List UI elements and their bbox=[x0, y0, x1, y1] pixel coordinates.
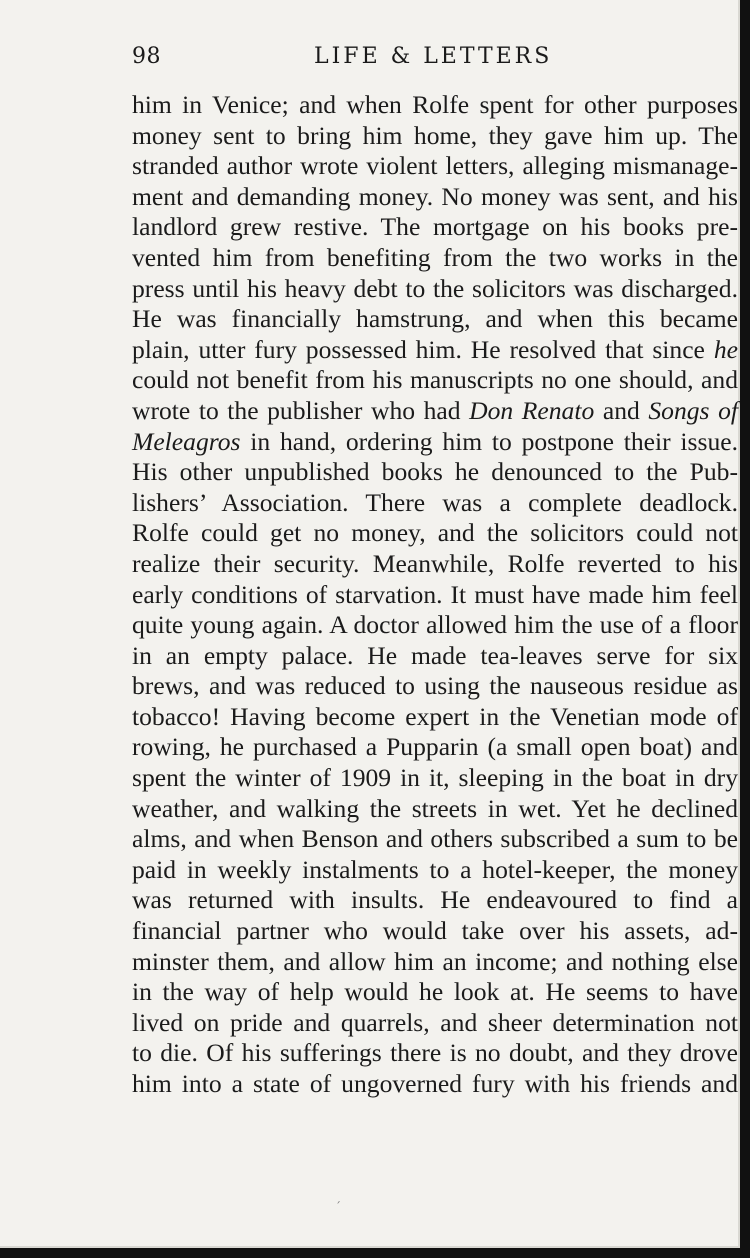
page-header bbox=[132, 44, 738, 78]
text-line: in an empty palace. He made tea-leaves serve for six bbox=[132, 640, 738, 670]
text-line: quite young again. A doctor allowed him the use of a floor bbox=[132, 610, 738, 640]
text-line: weather, and walking the streets in wet. Yet he declined bbox=[132, 793, 738, 823]
text-line: him in Venice; and when Rolfe spent for other purposes bbox=[132, 90, 738, 119]
text-line: He was financially hamstrung, and when this became bbox=[132, 304, 738, 334]
paper-speck: ˊ bbox=[335, 1200, 341, 1214]
scan-edge-right bbox=[740, 0, 750, 1258]
text-line: rowing, he purchased a Pupparin (a small open boat) and bbox=[132, 732, 738, 762]
text-line: spent the winter of 1909 in it, sleeping in the boat in dry bbox=[132, 763, 738, 793]
text-line: him into a state of ungoverned fury with his friends and bbox=[132, 1069, 738, 1098]
text-line: was returned with insults. He endeavoured to find a bbox=[132, 885, 738, 915]
page-number: 98 bbox=[132, 44, 161, 69]
text-line: could not benefit from his manuscripts no one should, and bbox=[132, 365, 738, 395]
text-line: vented him from benefiting from the two works in the bbox=[132, 242, 738, 272]
text-line: alms, and when Benson and others subscribed a sum to be bbox=[132, 824, 738, 854]
text-line: in the way of help would he look at. He seems to have bbox=[132, 977, 738, 1007]
text-line: financial partner who would take over his assets, ad- bbox=[132, 916, 738, 946]
body-text bbox=[132, 90, 738, 1100]
text-line: ment and demanding money. No money was sent, and his bbox=[132, 181, 738, 211]
text-line: paid in weekly instalments to a hotel-keeper, the money bbox=[132, 854, 738, 884]
text-line: to die. Of his sufferings there is no doubt, and they drove bbox=[132, 1038, 738, 1068]
text-line: wrote to the publisher who had Don Renato and Songs of bbox=[132, 395, 738, 425]
running-title: LIFE & LETTERS bbox=[314, 44, 553, 69]
text-line: lived on pride and quarrels, and sheer determination not bbox=[132, 1007, 738, 1037]
text-line: lishers’ Association. There was a complete deadlock. bbox=[132, 487, 738, 517]
text-line: minster them, and allow him an income; and nothing else bbox=[132, 946, 738, 976]
text-line: Meleagros in hand, ordering him to postpone their issue. bbox=[132, 426, 738, 456]
text-line: plain, utter fury possessed him. He resolved that since he bbox=[132, 334, 738, 364]
text-line: early conditions of starvation. It must have made him feel bbox=[132, 579, 738, 609]
text-line: brews, and was reduced to using the nauseous residue as bbox=[132, 671, 738, 701]
text-line: money sent to bring him home, they gave him up. The bbox=[132, 120, 738, 150]
text-line: stranded author wrote violent letters, alleging mismanage- bbox=[132, 151, 738, 181]
scan-edge-bottom bbox=[0, 1248, 750, 1258]
text-line: realize their security. Meanwhile, Rolfe reverted to his bbox=[132, 548, 738, 578]
text-line: Rolfe could get no money, and the solicitors could not bbox=[132, 518, 738, 548]
text-line: landlord grew restive. The mortgage on his books pre- bbox=[132, 212, 738, 242]
text-line: His other unpublished books he denounced to the Pub- bbox=[132, 457, 738, 487]
text-line: press until his heavy debt to the solicitors was discharged. bbox=[132, 273, 738, 303]
text-line: tobacco! Having become expert in the Venetian mode of bbox=[132, 701, 738, 731]
